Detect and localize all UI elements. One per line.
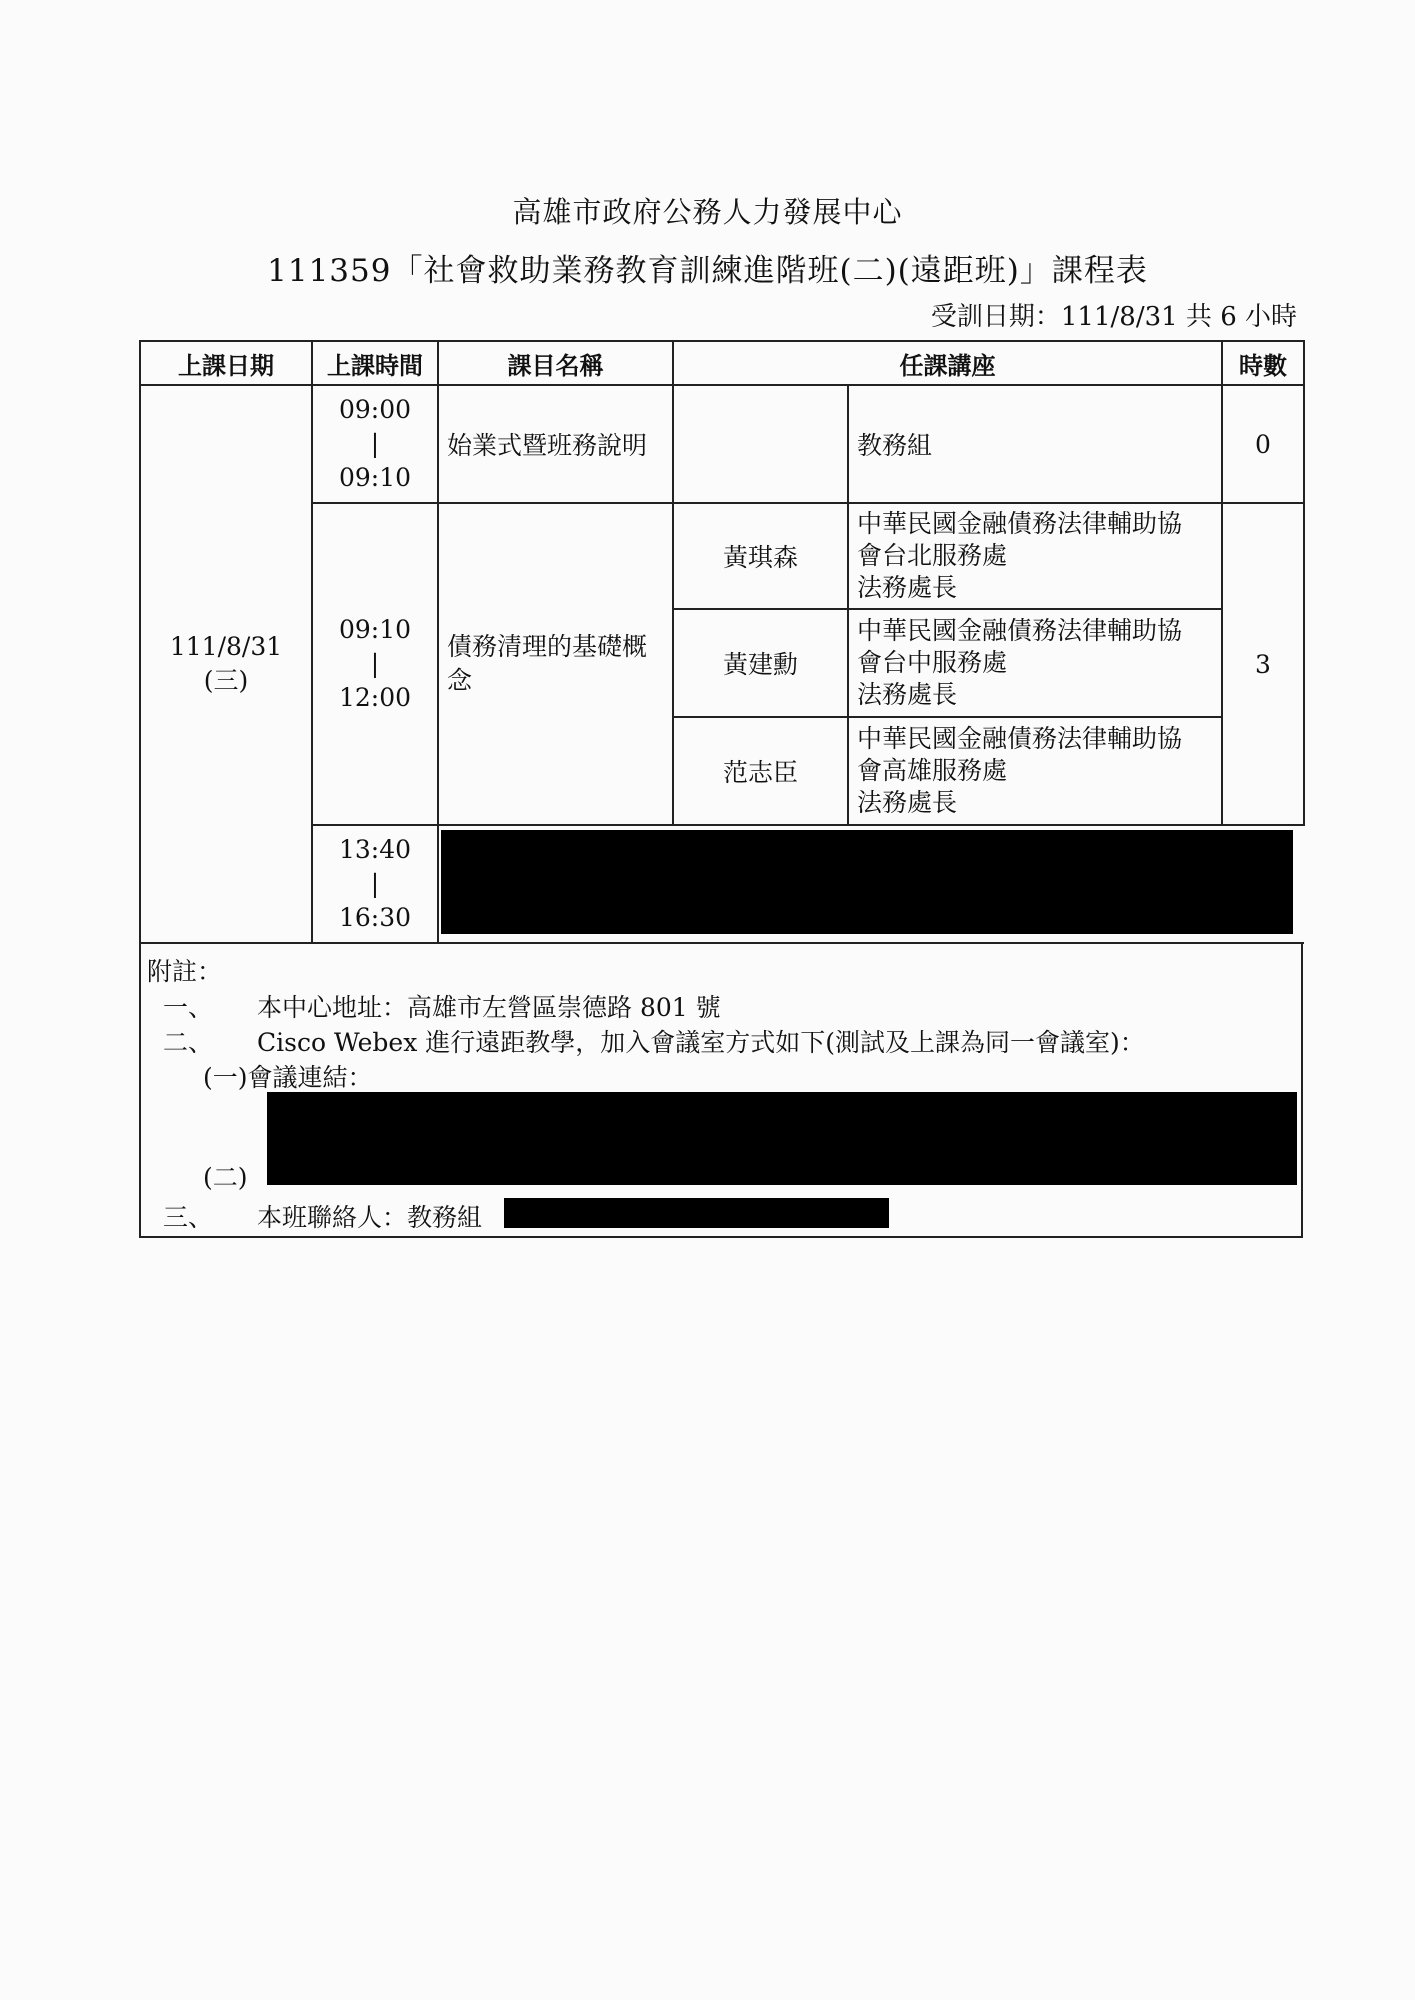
schedule-table (139, 340, 1305, 944)
redacted-session-cell (438, 825, 1304, 943)
time-cell (312, 825, 438, 943)
header-date: 上課日期 (140, 341, 312, 385)
header-instructor: 任課講座 (673, 341, 1222, 385)
org-line: 中華民國金融債務法律輔助協 (857, 616, 1183, 645)
hours-cell: 3 (1222, 503, 1304, 825)
redaction-block (441, 830, 1293, 934)
table-row (140, 825, 1304, 943)
notes-section (139, 944, 1303, 1238)
notes-label: 附註： (147, 957, 223, 986)
time-start: 09:00 (338, 395, 412, 424)
header-time: 上課時間 (312, 341, 438, 385)
table-row (140, 503, 1304, 609)
note-subitem: (二) (203, 1163, 248, 1192)
instructor-org-cell (848, 503, 1222, 609)
note-text: Cisco Webex 進行遠距教學，加入會議室方式如下(測試及上課為同一會議室)： (257, 1028, 1145, 1057)
org-line: 中華民國金融債務法律輔助協 (857, 509, 1183, 538)
note-subitem: (一)會議連結： (203, 1063, 373, 1092)
training-date: 受訓日期：111/8/31 共 6 小時 (930, 302, 1297, 332)
org-line: 法務處長 (857, 788, 958, 817)
time-cell (312, 503, 438, 825)
org-line: 中華民國金融債務法律輔助協 (857, 724, 1183, 753)
time-sep: | (370, 649, 380, 678)
class-weekday: (三) (203, 666, 249, 695)
redaction-block (267, 1092, 1297, 1185)
note-num: 二、 (163, 1028, 214, 1057)
redaction-block (504, 1198, 889, 1228)
course-title: 111359「社會救助業務教育訓練進階班(二)(遠距班)」課程表 (267, 253, 1148, 289)
table-row (140, 385, 1304, 503)
class-date: 111/8/31 (169, 632, 283, 661)
org-line: 法務處長 (857, 573, 958, 602)
org-line: 會高雄服務處 (857, 756, 1008, 785)
instructor-org-cell: 教務組 (848, 385, 1222, 503)
note-text: 本中心地址：高雄市左營區崇德路 801 號 (257, 993, 721, 1022)
instructor-org-cell (848, 609, 1222, 717)
time-end: 09:10 (338, 463, 412, 492)
org-line: 法務處長 (857, 680, 958, 709)
instructor-name: 范志臣 (673, 717, 848, 825)
header-subject: 課目名稱 (438, 341, 673, 385)
time-cell (312, 385, 438, 503)
instructor-name: 黃琪森 (673, 503, 848, 609)
header-hours: 時數 (1222, 341, 1304, 385)
note-text: 本班聯絡人：教務組 (257, 1203, 483, 1232)
note-num: 一、 (163, 993, 214, 1022)
time-start: 13:40 (338, 835, 412, 864)
instructor-name-cell (673, 385, 848, 503)
table-header-row (140, 341, 1304, 385)
time-sep: | (370, 429, 380, 458)
org-title: 高雄市政府公務人力發展中心 (512, 195, 903, 229)
note-num: 三、 (163, 1203, 214, 1232)
class-date-cell (140, 385, 312, 943)
instructor-name: 黃建勳 (673, 609, 848, 717)
instructor-org-cell (848, 717, 1222, 825)
time-end: 16:30 (338, 903, 412, 932)
time-start: 09:10 (338, 615, 412, 644)
hours-cell: 0 (1222, 385, 1304, 503)
org-line: 會台北服務處 (857, 541, 1008, 570)
time-end: 12:00 (338, 683, 412, 712)
subject-cell: 始業式暨班務說明 (438, 385, 673, 503)
time-sep: | (370, 869, 380, 898)
org-line: 會台中服務處 (857, 648, 1008, 677)
subject-cell: 債務清理的基礎概念 (438, 503, 673, 825)
